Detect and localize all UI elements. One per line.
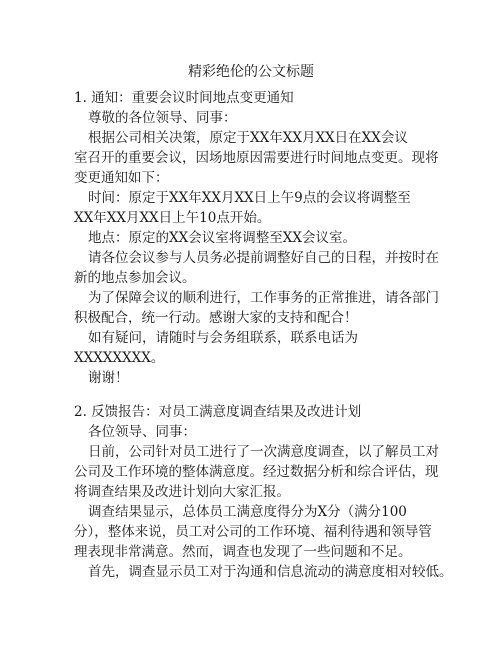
body-line: 首先，调查显示员工对于沟通和信息流动的满意度相对较低。 [88, 564, 453, 580]
body-line: 地点：原定的XX会议室将调整至XX会议室。 [88, 230, 356, 246]
section-1-heading: 1. 通知：重要会议时间地点变更通知 [74, 90, 294, 106]
body-line: 请各位会议参与人员务必提前调整好自己的日程，并按时在 [88, 250, 439, 266]
body-line: 公司及工作环境的整体满意度。经过数据分析和综合评估，现 [74, 464, 439, 480]
body-line: 为了保障会议的顺利进行，工作事务的正常推进，请各部门 [88, 290, 439, 306]
body-line: 调查结果显示，总体员工满意度得分为X分（满分100 [88, 504, 407, 520]
body-line: 新的地点参加会议。 [74, 270, 196, 286]
body-line: 时间：原定于XX年XX月XX日上午9点的会议将调整至 [88, 190, 411, 206]
body-line: 室召开的重要会议，因场地原因需要进行时间地点变更。现将 [74, 150, 439, 166]
body-line: 变更通知如下： [74, 170, 169, 186]
body-line: 日前，公司针对员工进行了一次满意度调查，以了解员工对 [88, 444, 439, 460]
body-line: XX年XX月XX日上午10点开始。 [74, 210, 271, 226]
salutation-1: 尊敬的各位领导、同事： [88, 110, 237, 126]
body-line: 理表现非常满意。然而，调查也发现了一些问题和不足。 [74, 544, 412, 560]
body-line: 积极配合，统一行动。感谢大家的支持和配合！ [74, 310, 358, 326]
closing-line: 谢谢！ [88, 370, 129, 386]
body-line: XXXXXXXX。 [74, 350, 165, 366]
section-2-heading: 2. 反馈报告：对员工满意度调查结果及改进计划 [74, 404, 362, 420]
body-line: 如有疑问，请随时与会务组联系，联系电话为 [88, 330, 358, 346]
document-title: 精彩绝伦的公文标题 [188, 64, 314, 80]
salutation-2: 各位领导、同事： [88, 424, 196, 440]
body-line: 将调查结果及改进计划向大家汇报。 [74, 484, 290, 500]
body-line: 分），整体来说，员工对公司的工作环境、福利待遇和领导管 [74, 524, 432, 540]
body-line: 根据公司相关决策，原定于XX年XX月XX日在XX会议 [88, 130, 408, 146]
